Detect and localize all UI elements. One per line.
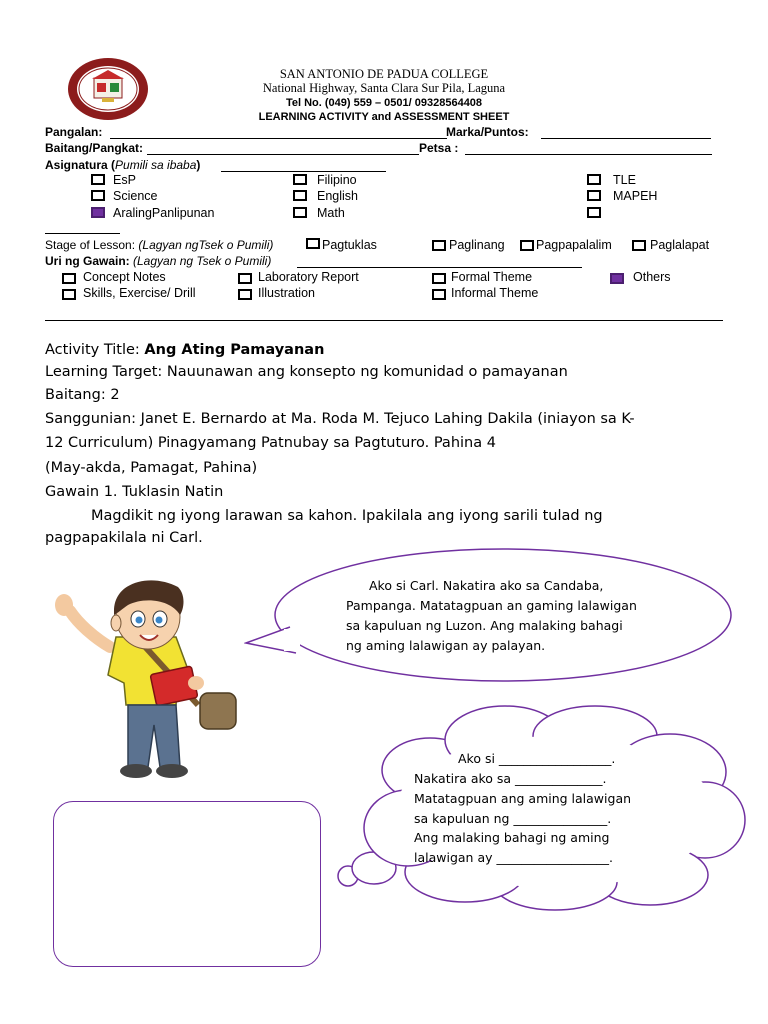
- subject-label-mapeh: MAPEH: [613, 189, 658, 203]
- thought-line-6: lalawigan ay __________________.: [414, 850, 613, 865]
- checkbox-informal-theme[interactable]: [432, 289, 446, 300]
- pangalan-field[interactable]: [110, 138, 447, 139]
- stage-hint: (Lagyan ngTsek o Pumili): [138, 238, 274, 252]
- checkbox-laboratory-report[interactable]: [238, 273, 252, 284]
- activity-title-label: Activity Title:: [45, 342, 145, 358]
- speech-line-4: ng aming lalawigan ay palayan.: [346, 638, 546, 653]
- checkbox-illustration[interactable]: [238, 289, 252, 300]
- uri-label: [45, 254, 271, 268]
- subject-label-esp: EsP: [113, 173, 136, 187]
- uri-label-others: Others: [633, 270, 671, 284]
- thought-bubble: [330, 700, 750, 915]
- checkbox-pagtuklas[interactable]: [306, 238, 320, 249]
- checkbox-filipino[interactable]: [293, 174, 307, 185]
- subject-label-filipino: Filipino: [317, 173, 357, 187]
- sanggunian-line-3: (May-akda, Pamagat, Pahina): [45, 460, 258, 476]
- stage-label-pagpapalalim: Pagpapalalim: [536, 238, 612, 252]
- pangalan-label: Pangalan:: [45, 125, 103, 139]
- stage-label-text: Stage of Lesson:: [45, 238, 139, 252]
- uri-hint: (Lagyan ng Tsek o Pumili): [133, 254, 272, 268]
- section-divider: [45, 320, 723, 321]
- thought-line-5: Ang malaking bahagi ng aming: [414, 830, 610, 845]
- school-name: SAN ANTONIO DE PADUA COLLEGE: [279, 67, 489, 81]
- uri-field[interactable]: [297, 267, 582, 268]
- stage-label-pagtuklas: Pagtuklas: [322, 238, 377, 252]
- checkbox-others[interactable]: [610, 273, 624, 284]
- learning-target: Learning Target: Nauunawan ang konsepto ng komunidad o pamayanan: [45, 364, 568, 380]
- photo-box[interactable]: [53, 801, 321, 967]
- boy-illustration: [48, 575, 243, 785]
- uri-label-laboratory-report: Laboratory Report: [258, 270, 359, 284]
- stage-label-paglinang: Paglinang: [449, 238, 505, 252]
- checkbox-esp[interactable]: [91, 174, 105, 185]
- subject-label-tle: TLE: [613, 173, 636, 187]
- activity-title-value: Ang Ating Pamayanan: [144, 342, 325, 358]
- instruction-line-1: Magdikit ng iyong larawan sa kahon. Ipakilala ang iyong sarili tulad ng: [91, 508, 603, 524]
- activity-title: [45, 342, 324, 358]
- uri-label-formal-theme: Formal Theme: [451, 270, 533, 284]
- instruction-line-2: pagpapakilala ni Carl.: [45, 530, 203, 546]
- other-subject-field[interactable]: [45, 233, 120, 234]
- asignatura-hint: Pumili sa ibaba: [115, 158, 197, 172]
- checkbox-english[interactable]: [293, 190, 307, 201]
- speech-line-1: Ako si Carl. Nakatira ako sa Candaba,: [369, 578, 604, 593]
- marka-label: Marka/Puntos:: [446, 125, 529, 139]
- checkbox-science[interactable]: [91, 190, 105, 201]
- asignatura-label-text: Asignatura (: [45, 158, 116, 172]
- checkbox-paglalapat[interactable]: [632, 240, 646, 251]
- baitang-pangkat-field[interactable]: [147, 154, 419, 155]
- petsa-field[interactable]: [465, 154, 712, 155]
- checkbox-math[interactable]: [293, 207, 307, 218]
- subject-label-english: English: [317, 189, 358, 203]
- thought-line-4: sa kapuluan ng _______________.: [414, 811, 612, 826]
- uri-label-illustration: Illustration: [258, 286, 315, 300]
- checkbox-concept-notes[interactable]: [62, 273, 76, 284]
- uri-label-text: Uri ng Gawain:: [45, 254, 134, 268]
- checkbox-araling-panlipunan[interactable]: [91, 207, 105, 218]
- asignatura-label: [45, 158, 200, 172]
- asignatura-close: ): [196, 158, 201, 172]
- thought-line-2: Nakatira ako sa ______________.: [414, 771, 607, 786]
- uri-label-skills-exercise-drill: Skills, Exercise/ Drill: [83, 286, 196, 300]
- checkbox-tle[interactable]: [587, 174, 601, 185]
- baitang-pangkat-label: Baitang/Pangkat:: [45, 141, 144, 155]
- school-address: National Highway, Santa Clara Sur Pila, Laguna: [262, 81, 506, 95]
- speech-line-3: sa kapuluan ng Luzon. Ang malaking bahagi: [346, 618, 623, 633]
- thought-line-3: Matatagpuan ang aming lalawigan: [414, 791, 632, 806]
- asignatura-field[interactable]: [221, 171, 386, 172]
- checkbox-skills-exercise-drill[interactable]: [62, 289, 76, 300]
- thought-line-1: Ako si __________________.: [458, 751, 616, 766]
- sanggunian-line-2: 12 Curriculum) Pinagyamang Patnubay sa Pagtuturo. Pahina 4: [45, 435, 496, 451]
- checkbox-formal-theme[interactable]: [432, 273, 446, 284]
- school-telephone: Tel No. (049) 559 – 0501/ 09328564408: [285, 97, 483, 109]
- stage-label: [45, 238, 273, 252]
- sheet-title: LEARNING ACTIVITY and ASSESSMENT SHEET: [258, 111, 510, 123]
- subject-label-science: Science: [113, 189, 158, 203]
- petsa-label: Petsa :: [419, 141, 459, 155]
- baitang-text: Baitang: 2: [45, 387, 120, 403]
- subject-label-araling-panlipunan: AralingPanlipunan: [113, 206, 215, 220]
- checkbox-pagpapalalim[interactable]: [520, 240, 534, 251]
- marka-field[interactable]: [541, 138, 711, 139]
- subject-label-math: Math: [317, 206, 345, 220]
- gawain-heading: Gawain 1. Tuklasin Natin: [45, 484, 224, 500]
- speech-line-2: Pampanga. Matatagpuan an gaming lalawigan: [346, 598, 637, 613]
- checkbox-other-subject[interactable]: [587, 207, 601, 218]
- checkbox-paglinang[interactable]: [432, 240, 446, 251]
- stage-label-paglalapat: Paglalapat: [650, 238, 710, 252]
- sanggunian-line-1: Sanggunian: Janet E. Bernardo at Ma. Roda M. Tejuco Lahing Dakila (iniayon sa K-: [45, 411, 635, 427]
- uri-label-concept-notes: Concept Notes: [83, 270, 166, 284]
- checkbox-mapeh[interactable]: [587, 190, 601, 201]
- uri-label-informal-theme: Informal Theme: [451, 286, 539, 300]
